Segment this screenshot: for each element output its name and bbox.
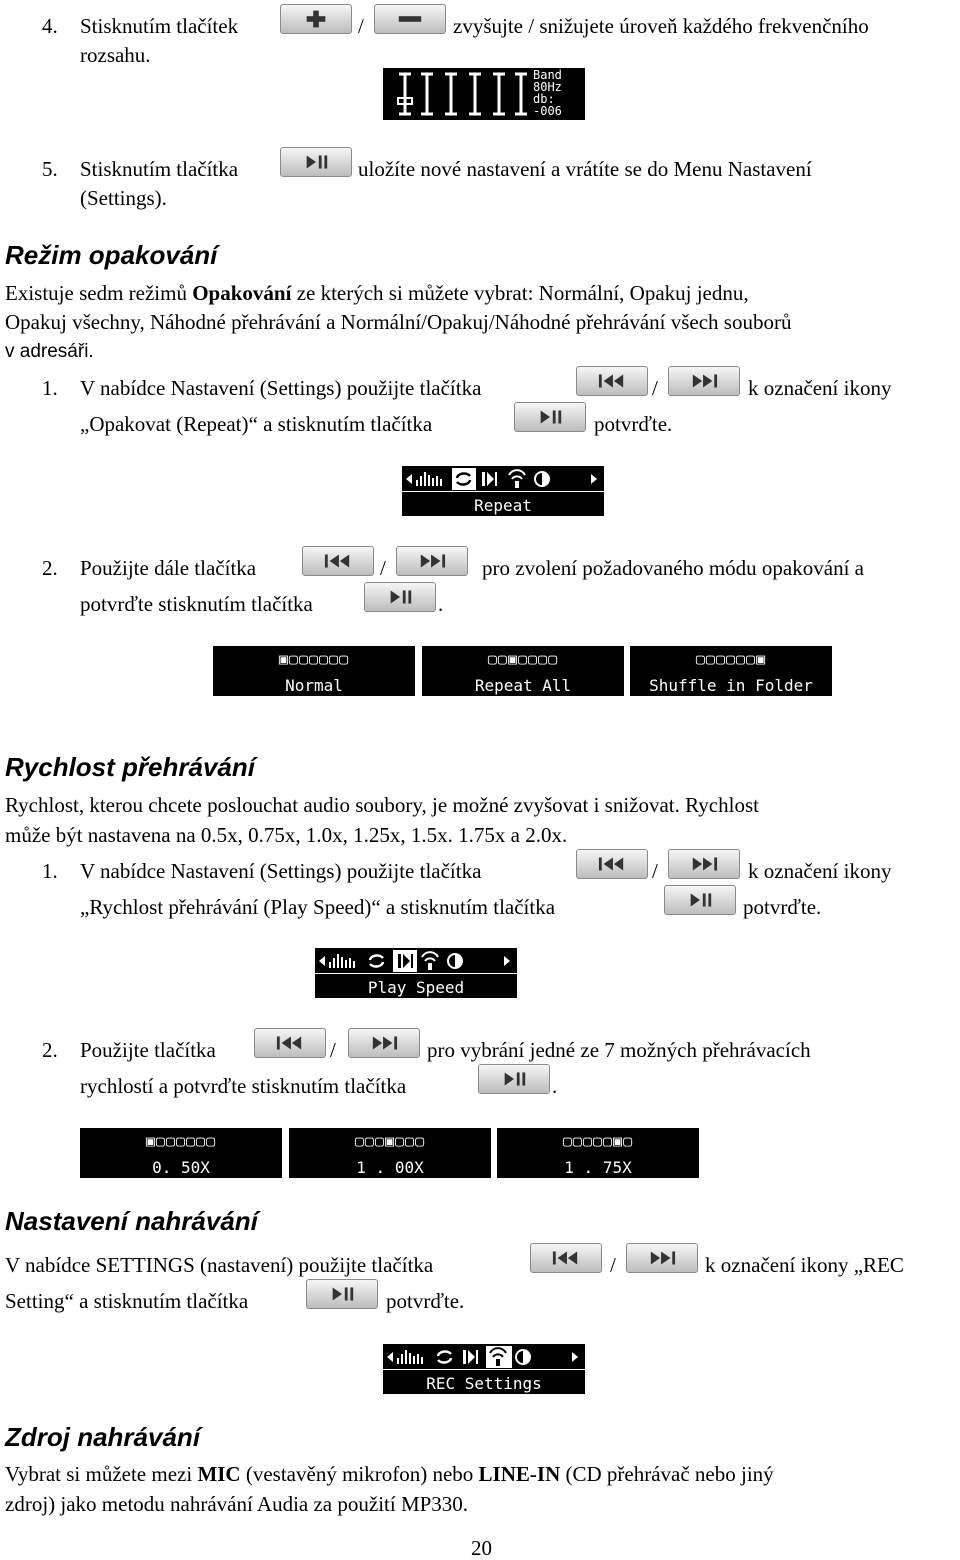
slash: / [330, 1038, 336, 1062]
mode-indicator-dots: ▣▢▢▢▢▢▢ [278, 650, 350, 668]
section-heading: Nastavení nahrávání [5, 1206, 258, 1236]
repeat-mode-lcd-normal [213, 646, 415, 696]
mode-label: 1 . 00X [356, 1158, 424, 1177]
eq-band-label: Band [533, 68, 562, 82]
play-pause-button-icon [364, 582, 436, 612]
eq-band-value: 80Hz [533, 80, 562, 94]
play-pause-button-icon [280, 147, 352, 177]
slash: / [610, 1253, 616, 1277]
lcd-label: Repeat [474, 496, 532, 515]
next-button-icon [626, 1243, 698, 1273]
mode-label: 0. 50X [152, 1158, 210, 1177]
play-pause-button-icon [306, 1279, 378, 1309]
slash: / [358, 14, 364, 38]
step-number: 1. [42, 376, 58, 400]
section-heading: Zdroj nahrávání [5, 1422, 201, 1452]
next-button-icon [396, 546, 468, 576]
lcd-divider [402, 491, 604, 492]
section-heading: Rychlost přehrávání [5, 752, 255, 782]
paragraph: k označení ikony „REC [705, 1253, 904, 1277]
step-number: 2. [42, 1038, 58, 1062]
next-button-icon [668, 849, 740, 879]
previous-button-icon [576, 366, 648, 396]
rec-settings-menu-lcd [383, 1344, 585, 1394]
slash: / [652, 376, 658, 400]
step-number: 4. [42, 14, 58, 38]
play-pause-button-icon [478, 1064, 550, 1094]
mode-indicator-dots: ▢▢▢▣▢▢▢ [354, 1132, 426, 1150]
settings-menu-icons [402, 466, 604, 492]
mode-indicator-dots: ▢▢▢▢▢▣▢ [562, 1132, 634, 1150]
paragraph: V nabídce SETTINGS (nastavení) použijte tlačítka [5, 1253, 434, 1277]
previous-button-icon [530, 1243, 602, 1273]
section-heading: Režim opakování [5, 240, 218, 270]
step-text: Použijte dále tlačítka [80, 556, 257, 580]
mode-indicator-dots: ▢▢▣▢▢▢▢ [487, 650, 559, 668]
step-text: pro vybrání jedné ze 7 možných přehrávacích [427, 1038, 811, 1062]
paragraph: potvrďte. [386, 1289, 465, 1313]
step-text: uložíte nové nastavení a vrátíte se do Menu Nastavení [358, 157, 812, 181]
step-text: . [552, 1074, 558, 1098]
step-text: pro zvolení požadovaného módu opakování a [482, 556, 864, 580]
step-text: V nabídce Nastavení (Settings) použijte tlačítka [80, 859, 482, 883]
paragraph: Existuje sedm režimů Opakování ze kterých si můžete vybrat: Normální, Opakuj jednu, [5, 281, 749, 305]
equalizer-lcd [383, 68, 585, 120]
repeat-mode-lcd-repeat-all [422, 646, 624, 696]
play-speed-menu-lcd [315, 948, 517, 998]
step-text: „Rychlost přehrávání (Play Speed)“ a stisknutím tlačítka [80, 895, 556, 919]
paragraph: zdroj) jako metodu nahrávání Audia za použití MP330. [5, 1492, 469, 1516]
paragraph: Vybrat si můžete mezi MIC (vestavěný mikrofon) nebo LINE-IN (CD přehrávač nebo jiný [5, 1462, 774, 1486]
repeat-mode-lcd-shuffle [630, 646, 832, 696]
speed-mode-lcd-175 [497, 1128, 699, 1178]
step-text: potvrďte. [743, 895, 822, 919]
lcd-divider [383, 1369, 585, 1370]
previous-button-icon [254, 1028, 326, 1058]
speed-mode-lcd-100 [289, 1128, 491, 1178]
step-text: (Settings). [80, 186, 167, 210]
step-text: Stisknutím tlačítek [80, 14, 239, 38]
settings-menu-icons [315, 948, 517, 974]
mode-label: Normal [285, 676, 343, 695]
eq-db-value: -006 [533, 104, 562, 118]
mode-label: Shuffle in Folder [649, 676, 813, 695]
paragraph: Setting“ a stisknutím tlačítka [5, 1289, 249, 1313]
equalizer-sliders-icon [383, 68, 533, 120]
step-number: 2. [42, 556, 58, 580]
paragraph: Rychlost, kterou chcete poslouchat audio soubory, je možné zvyšovat i snižovat. Rychlost [5, 793, 759, 817]
lcd-divider [315, 973, 517, 974]
slash: / [380, 556, 386, 580]
step-text: „Opakovat (Repeat)“ a stisknutím tlačítka [80, 412, 433, 436]
repeat-menu-lcd [402, 466, 604, 516]
step-text: zvyšujte / snižujete úroveň každého frekvenčního [453, 14, 869, 38]
paragraph: Opakuj všechny, Náhodné přehrávání a Normální/Opakuj/Náhodné přehrávání všech souborů [5, 310, 792, 334]
previous-button-icon [576, 849, 648, 879]
mode-label: 1 . 75X [564, 1158, 632, 1177]
step-text: Stisknutím tlačítka [80, 157, 239, 181]
step-text: Použijte tlačítka [80, 1038, 216, 1062]
step-text: potvrďte. [594, 412, 673, 436]
mode-indicator-dots: ▢▢▢▢▢▢▣ [695, 650, 767, 668]
lcd-label: REC Settings [426, 1374, 542, 1393]
lcd-label: Play Speed [367, 978, 465, 997]
next-button-icon [668, 366, 740, 396]
mode-label: Repeat All [474, 676, 572, 695]
play-pause-button-icon [514, 402, 586, 432]
page-number: 20 [471, 1536, 492, 1560]
play-pause-button-icon [664, 885, 736, 915]
step-text: rychlostí a potvrďte stisknutím tlačítka [80, 1074, 407, 1098]
next-button-icon [348, 1028, 420, 1058]
step-number: 1. [42, 859, 58, 883]
step-text: k označení ikony [748, 859, 892, 883]
slash: / [652, 859, 658, 883]
paragraph: v adresáři. [5, 341, 94, 362]
step-text: . [438, 592, 444, 616]
eq-db-label: db: [533, 92, 555, 106]
mode-indicator-dots: ▣▢▢▢▢▢▢ [145, 1132, 217, 1150]
step-text: k označení ikony [748, 376, 892, 400]
step-text: V nabídce Nastavení (Settings) použijte tlačítka [80, 376, 482, 400]
step-text: potvrďte stisknutím tlačítka [80, 592, 313, 616]
plus-button-icon [280, 4, 352, 34]
settings-menu-icons [383, 1344, 585, 1370]
speed-mode-lcd-050 [80, 1128, 282, 1178]
step-text: rozsahu. [80, 43, 151, 67]
minus-button-icon [374, 4, 446, 34]
previous-button-icon [302, 546, 374, 576]
step-number: 5. [42, 157, 58, 181]
paragraph: může být nastavena na 0.5x, 0.75x, 1.0x, 1.25x, 1.5x. 1.75x a 2.0x. [5, 823, 568, 847]
